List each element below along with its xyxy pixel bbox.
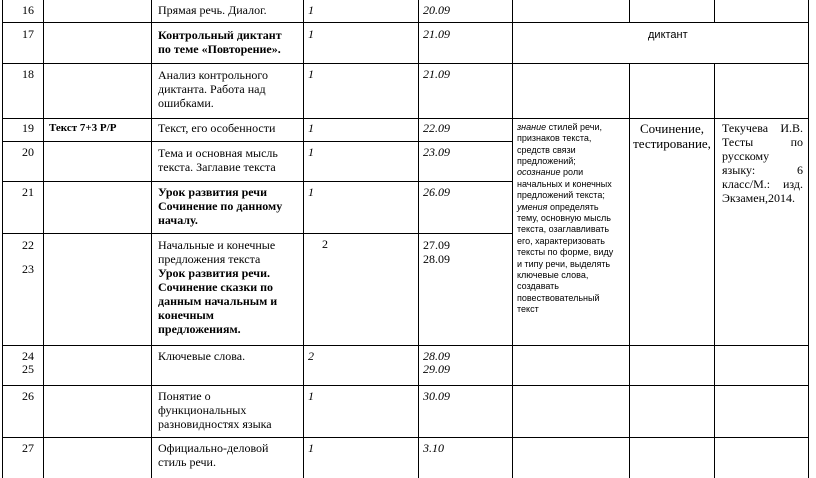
skills-line: его, характеризовать	[517, 236, 605, 246]
lesson-topic: Прямая речь. Диалог.	[158, 3, 267, 17]
section-title: Текст 7+3 Р/Р	[49, 122, 117, 134]
date: 3.10	[423, 441, 444, 455]
control-type: диктант	[648, 29, 688, 41]
lesson-topic: предложения текста	[158, 252, 261, 266]
lesson-topic: конечным	[158, 308, 214, 322]
control-type-line: Сочинение,	[640, 121, 704, 136]
hours: 1	[308, 389, 314, 403]
lesson-topic: Текст, его особенности	[158, 121, 276, 135]
lesson-topic: диктанта. Работа над	[158, 82, 266, 96]
row-number: 19	[22, 121, 34, 135]
row-number: 22	[22, 238, 34, 252]
hours: 1	[308, 121, 314, 135]
lesson-topic: Анализ контрольного	[158, 68, 269, 82]
skills-line: осознание роли	[517, 167, 584, 177]
skills-line: создавать	[517, 281, 559, 291]
skills-line: предложений текста;	[517, 190, 605, 200]
row-number: 17	[22, 27, 34, 41]
skills-line: предложений;	[517, 156, 576, 166]
lesson-topic: предложениям.	[158, 322, 241, 336]
hours: 2	[308, 349, 314, 363]
literature-line: Текучева И.В.	[722, 121, 803, 135]
skills-line: повествовательный	[517, 293, 600, 303]
hours: 1	[308, 145, 314, 159]
lesson-topic: по теме «Повторение».	[158, 42, 281, 56]
lesson-topic: функциональных	[158, 403, 247, 417]
date: 21.09	[423, 27, 450, 41]
hours: 1	[308, 27, 314, 41]
skills-line: знание стилей речи,	[517, 122, 602, 132]
hours: 1	[308, 441, 314, 455]
literature-line: класс/М.: изд.	[722, 177, 803, 191]
lesson-topic: Официально-деловой	[158, 441, 269, 455]
lesson-topic: началу.	[158, 213, 198, 227]
date: 20.09	[423, 3, 450, 17]
lesson-topic: Урок развития речи.	[158, 266, 270, 280]
row-number: 21	[22, 185, 34, 199]
lesson-topic: Сочинение по данному	[158, 199, 283, 213]
row-number: 20	[22, 145, 34, 159]
literature-line: Экзамен,2014.	[722, 191, 796, 205]
hours: 1	[308, 3, 314, 17]
literature-line: русскому	[722, 149, 770, 163]
lesson-topic: ошибками.	[158, 96, 214, 110]
date: 26.09	[423, 185, 450, 199]
hours: 1	[308, 185, 314, 199]
row-number: 27	[22, 441, 34, 455]
lesson-topic: Начальные и конечные	[158, 238, 276, 252]
row-number: 26	[22, 389, 34, 403]
skills-line: тему, основную мысль	[517, 213, 611, 223]
control-type-line: тестирование,	[633, 136, 711, 151]
date: 29.09	[423, 362, 450, 376]
hours: 2	[322, 237, 328, 251]
date: 28.09	[423, 349, 450, 363]
date: 27.09	[423, 238, 450, 252]
skills-line: умения определять	[517, 202, 599, 212]
skills-line: тексты по форме, виду	[517, 247, 614, 257]
lesson-topic: разновидностях языка	[158, 417, 272, 431]
hours: 1	[308, 67, 314, 81]
skills-line: ключевые слова,	[517, 270, 589, 280]
date: 21.09	[423, 67, 450, 81]
lesson-topic: Ключевые слова.	[158, 349, 246, 363]
row-number: 24	[22, 349, 34, 363]
lesson-topic: Понятие о	[158, 389, 211, 403]
row-number: 25	[22, 362, 34, 376]
lesson-topic: Тема и основная мысль	[158, 146, 278, 160]
row-number: 23	[22, 262, 34, 276]
lesson-topic: стиль речи.	[158, 455, 216, 469]
skills-line: и типу речи, выделять	[517, 259, 611, 269]
skills-line: текста, озаглавливать	[517, 224, 610, 234]
lesson-topic: данным начальным и	[158, 294, 278, 308]
date: 23.09	[423, 145, 450, 159]
lesson-topic: текста. Заглавие текста	[158, 160, 276, 174]
literature-line: языку: 6	[722, 163, 803, 177]
date: 22.09	[423, 121, 450, 135]
skills-line: признаков текста,	[517, 133, 592, 143]
lesson-topic: Сочинение сказки по	[158, 280, 274, 294]
skills-line: начальных и конечных	[517, 179, 612, 189]
date: 28.09	[423, 252, 450, 266]
row-number: 18	[22, 67, 34, 81]
lesson-topic: Контрольный диктант	[158, 28, 282, 42]
skills-line: средств связи	[517, 145, 576, 155]
skills-line: текст	[517, 304, 539, 314]
date: 30.09	[423, 389, 450, 403]
lesson-topic: Урок развития речи	[158, 185, 267, 199]
literature-line: Тесты по	[722, 135, 803, 149]
row-number: 16	[22, 3, 34, 17]
